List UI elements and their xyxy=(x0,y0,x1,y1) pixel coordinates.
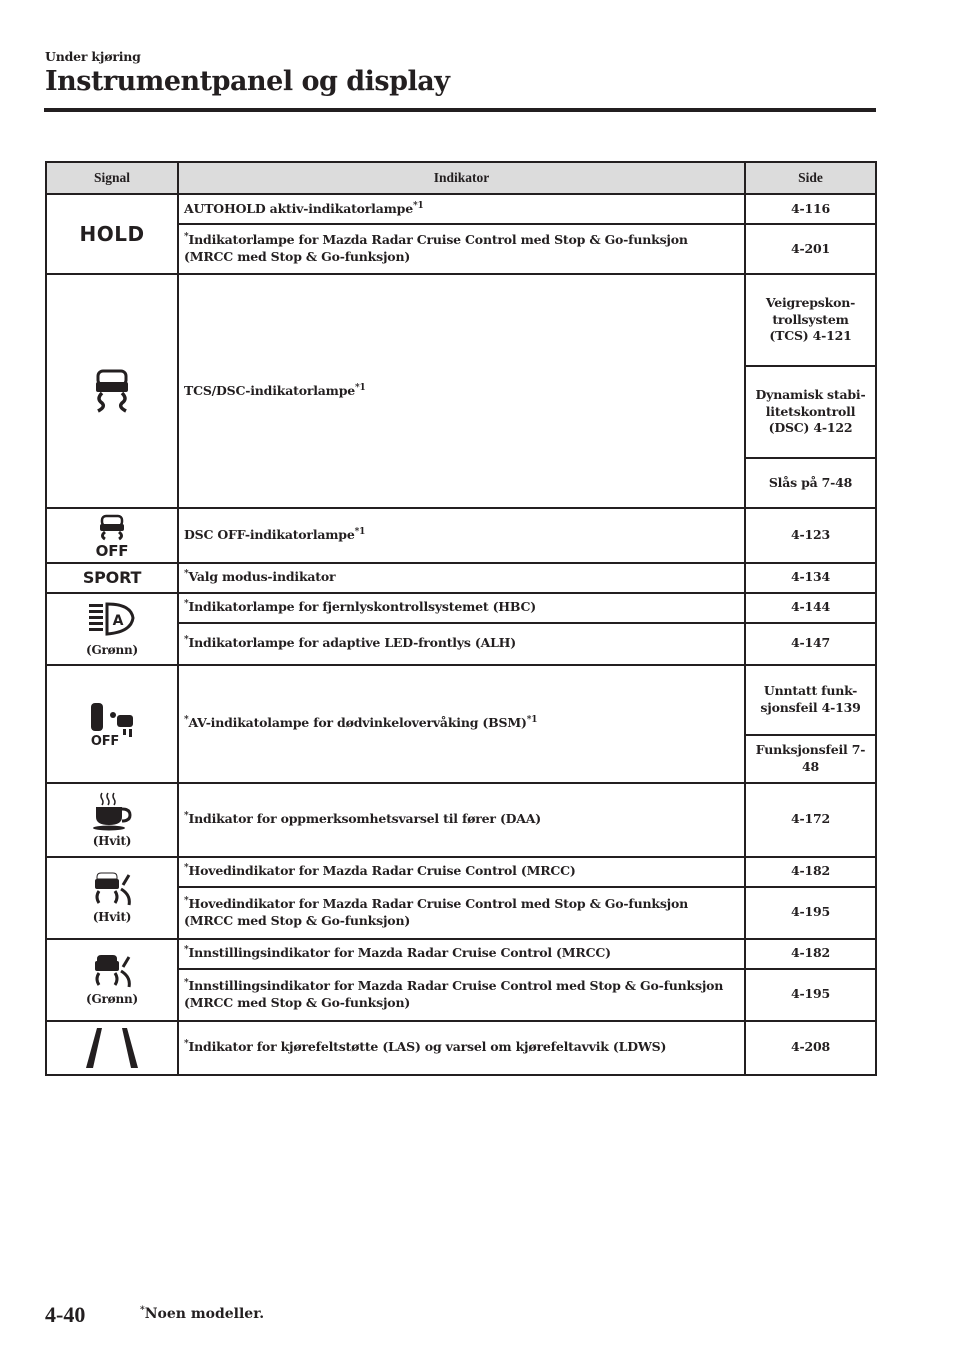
signal-cell xyxy=(46,857,178,939)
page-number: 4-40 xyxy=(45,1302,86,1327)
side-cell: 4-201 xyxy=(745,224,876,274)
color-caption: (Grønn) xyxy=(86,991,138,1006)
coffee-cup-icon xyxy=(90,802,134,817)
side-cell: 4-182 xyxy=(745,857,876,887)
title-rule xyxy=(44,108,876,112)
signal-cell xyxy=(46,783,178,857)
indicator-cell: TCS/DSC-indikatorlampe$^{*1}$ xyxy=(178,274,745,508)
lane-keep-icon xyxy=(77,1039,147,1054)
side-cell: 4-123 xyxy=(745,508,876,563)
radar-cruise-main-icon xyxy=(89,880,135,895)
indicator-cell: *Hovedindikator for Mazda Radar Cruise Control med Stop & Go-funksjon (MRCC med Stop & Go-funksjon) xyxy=(178,887,745,939)
indicator-cell: *Indikatorlampe for adaptive LED-frontlys (ALH) xyxy=(178,623,745,665)
page-title: Instrumentpanel og display xyxy=(45,66,450,97)
indicator-cell: *Hovedindikator for Mazda Radar Cruise Control (MRCC) xyxy=(178,857,745,887)
side-cell: 4-116 xyxy=(745,194,876,224)
side-cell: 4-147 xyxy=(745,623,876,665)
column-header-indikator: Indikator xyxy=(178,162,745,194)
sport-icon: SPORT xyxy=(82,568,142,587)
side-cell: 4-208 xyxy=(745,1021,876,1075)
color-caption: (Hvit) xyxy=(92,909,132,924)
side-cell: Unntatt funk-sjonsfeil 4-139 xyxy=(745,665,876,735)
radar-cruise-set-icon xyxy=(89,962,135,977)
signal-cell xyxy=(46,274,178,508)
svg-text:OFF: OFF xyxy=(90,733,120,749)
signal-cell xyxy=(46,563,178,593)
table-row xyxy=(46,857,876,887)
table-row xyxy=(46,1021,876,1075)
side-cell: 4-144 xyxy=(745,593,876,623)
table-row xyxy=(46,665,876,735)
side-cell: Slås på 7-48 xyxy=(745,458,876,508)
svg-text:OFF: OFF xyxy=(95,541,129,558)
column-header-side: Side xyxy=(745,162,876,194)
side-cell: 4-182 xyxy=(745,939,876,969)
side-cell: 4-172 xyxy=(745,783,876,857)
indicator-cell: *Indikator for kjørefeltstøtte (LAS) og varsel om kjørefeltavvik (LDWS) xyxy=(178,1021,745,1075)
side-cell: Dynamisk stabi-litetskontroll (DSC) 4-122 xyxy=(745,366,876,458)
color-caption: (Grønn) xyxy=(86,642,138,657)
indicator-cell: *Innstillingsindikator for Mazda Radar Cruise Control med Stop & Go-funksjon (MRCC med Stop & Go-funksjon) xyxy=(178,969,745,1021)
signal-cell xyxy=(46,939,178,1021)
bsm-off-icon xyxy=(85,715,139,749)
table-row xyxy=(46,274,876,366)
auto-headlight-icon xyxy=(87,611,137,629)
side-cell: 4-195 xyxy=(745,969,876,1021)
indicator-cell: AUTOHOLD aktiv-indikatorlampe$^{*1}$ xyxy=(178,194,745,224)
table-row xyxy=(46,593,876,623)
footnote: *Noen modeller. xyxy=(140,1305,265,1322)
signal-cell xyxy=(46,508,178,563)
table-row xyxy=(46,939,876,969)
indicator-cell: *AV-indikatolampe for dødvinkelovervåking (BSM)$^{*1}$ xyxy=(178,665,745,783)
table-row xyxy=(46,783,876,857)
table-header-row xyxy=(46,162,876,194)
indicator-cell: *Indikatorlampe for fjernlyskontrollsystemet (HBC) xyxy=(178,593,745,623)
table-row xyxy=(46,194,876,224)
tcs-dsc-icon xyxy=(92,383,132,398)
signal-cell xyxy=(46,593,178,665)
indicator-cell: *Innstillingsindikator for Mazda Radar Cruise Control (MRCC) xyxy=(178,939,745,969)
side-cell: 4-134 xyxy=(745,563,876,593)
signal-cell xyxy=(46,1021,178,1075)
hold-icon: HOLD xyxy=(79,221,145,246)
signal-cell xyxy=(46,665,178,783)
indicator-cell: *Valg modus-indikator xyxy=(178,563,745,593)
side-cell: 4-195 xyxy=(745,887,876,939)
indicator-cell: *Indikatorlampe for Mazda Radar Cruise Control med Stop & Go-funksjon (MRCC med Stop & Go-funksjon) xyxy=(178,224,745,274)
side-cell: Funksjonsfeil 7-48 xyxy=(745,735,876,783)
side-cell: Veigrepskon-trollsystem (TCS) 4-121 xyxy=(745,274,876,366)
svg-text:A: A xyxy=(112,612,124,629)
table-row xyxy=(46,563,876,593)
table-row xyxy=(46,508,876,563)
color-caption: (Hvit) xyxy=(92,833,132,848)
indicator-cell: DSC OFF-indikatorlampe$^{*1}$ xyxy=(178,508,745,563)
indicator-table xyxy=(45,161,877,1076)
section-label: Under kjøring xyxy=(45,49,141,64)
signal-cell xyxy=(46,194,178,274)
indicator-cell: *Indikator for oppmerksomhetsvarsel til fører (DAA) xyxy=(178,783,745,857)
column-header-signal: Signal xyxy=(46,162,178,194)
dsc-off-icon xyxy=(88,527,136,558)
